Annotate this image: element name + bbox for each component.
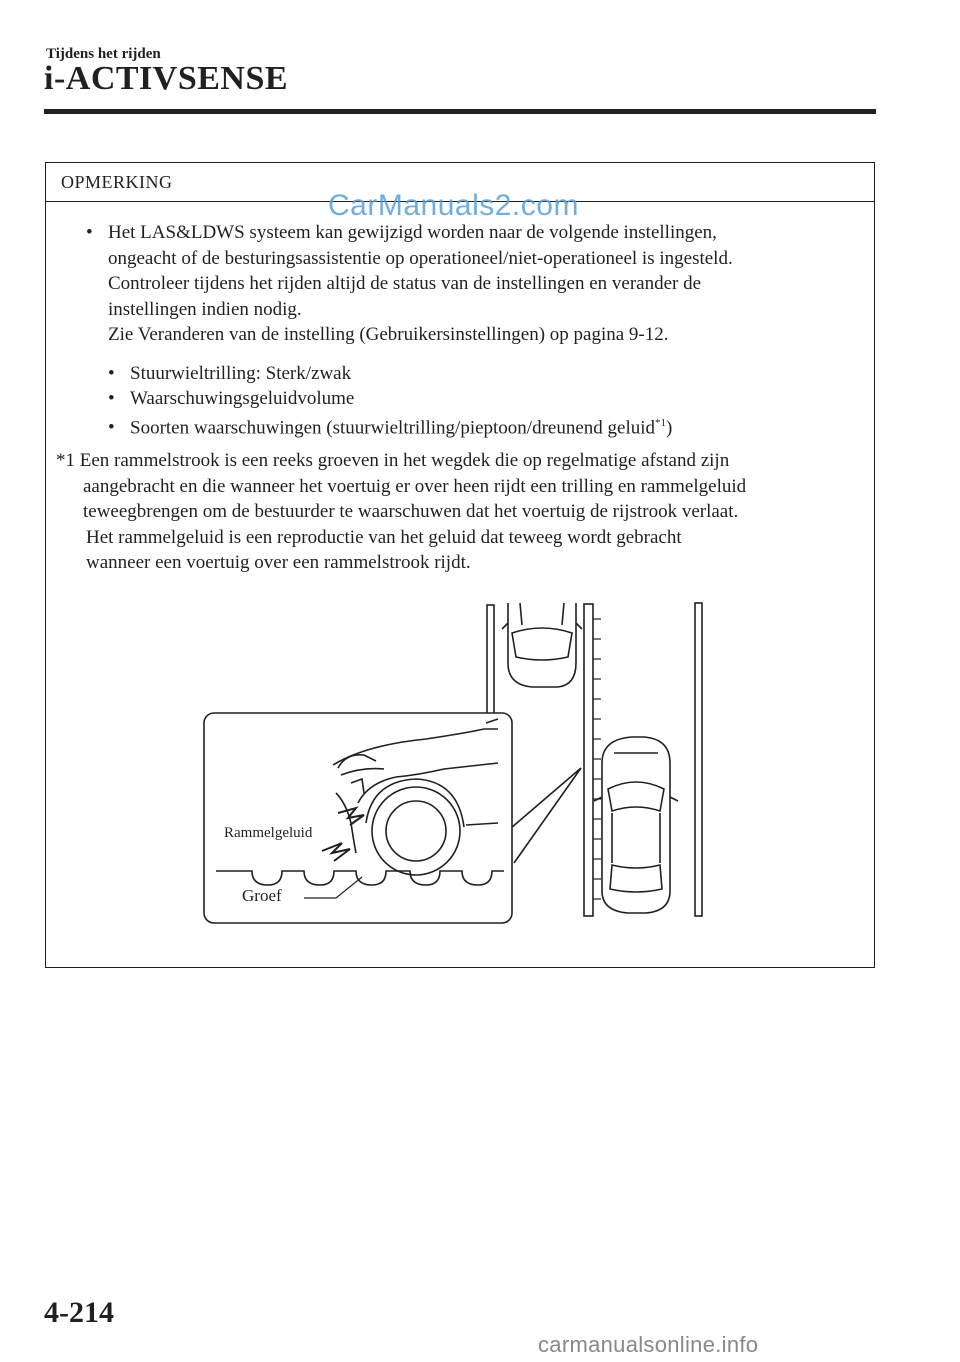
rumble-strip-illustration xyxy=(46,163,874,967)
rumble-strip-line xyxy=(584,604,593,916)
footnote-line: wanneer een voertuig over een rammelstrook rijdt. xyxy=(86,552,471,573)
page-number: 4-214 xyxy=(44,1296,114,1329)
note-title: OPMERKING xyxy=(61,172,173,192)
section-label: Tijdens het rijden xyxy=(46,46,161,62)
label-groef: Groef xyxy=(242,886,282,905)
footnote-line: *1 Een rammelstrook is een reeks groeven in het wegdek die op regelmatige afstand zijn xyxy=(56,450,730,471)
settings-item: • Waarschuwingsgeluidvolume xyxy=(108,386,354,412)
bullet-icon: • xyxy=(108,363,115,384)
car-icon xyxy=(594,737,678,913)
rumble-ticks xyxy=(593,619,601,899)
intro-line: Controleer tijdens het rijden altijd de status van de instellingen en verander de xyxy=(108,273,702,294)
bullet-icon: • xyxy=(108,417,115,439)
watermark: CarManuals2.com xyxy=(328,189,579,222)
intro-line: instellingen indien nodig. xyxy=(108,298,302,320)
footnote-line: aangebracht en die wanneer het voertuig er over heen rijdt een trilling en rammelgeluid xyxy=(83,475,747,497)
chapter-title: i-ACTIVSENSE xyxy=(44,60,289,97)
header-rule xyxy=(44,109,876,114)
label-rammelgeluid: Rammelgeluid xyxy=(224,825,313,841)
note-box xyxy=(45,162,875,968)
intro-line: ongeacht of de besturingsassistentie op operationeel/niet-operationeel is ingesteld. xyxy=(108,247,733,269)
intro-line: Zie Veranderen van de instelling (Gebruikersinstellingen) op pagina 9-12. xyxy=(108,324,669,345)
car-ahead-icon xyxy=(502,603,582,687)
bullet-icon: • xyxy=(108,388,115,409)
right-lane-line xyxy=(695,603,702,916)
footnote-line: Het rammelgeluid is een reproductie van het geluid dat teweeg wordt gebracht xyxy=(86,526,682,548)
left-lane-line xyxy=(487,605,494,729)
footer-watermark: carmanualsonline.info xyxy=(538,1332,759,1357)
settings-item: • Stuurwieltrilling: Sterk/zwak xyxy=(108,361,351,387)
footnote-ref: *1 xyxy=(655,417,667,429)
footnote-line: teweegbrengen om de bestuurder te waarschuwen dat het voertuig de rijstrook verlaat. xyxy=(83,501,739,522)
bullet-icon: • xyxy=(86,222,93,243)
settings-item: • Soorten waarschuwingen (stuurwieltrilling/pieptoon/dreunend geluid$^{*1}$) xyxy=(108,411,672,441)
intro-line: • Het LAS&LDWS systeem kan gewijzigd worden naar de volgende instellingen, xyxy=(86,220,866,246)
